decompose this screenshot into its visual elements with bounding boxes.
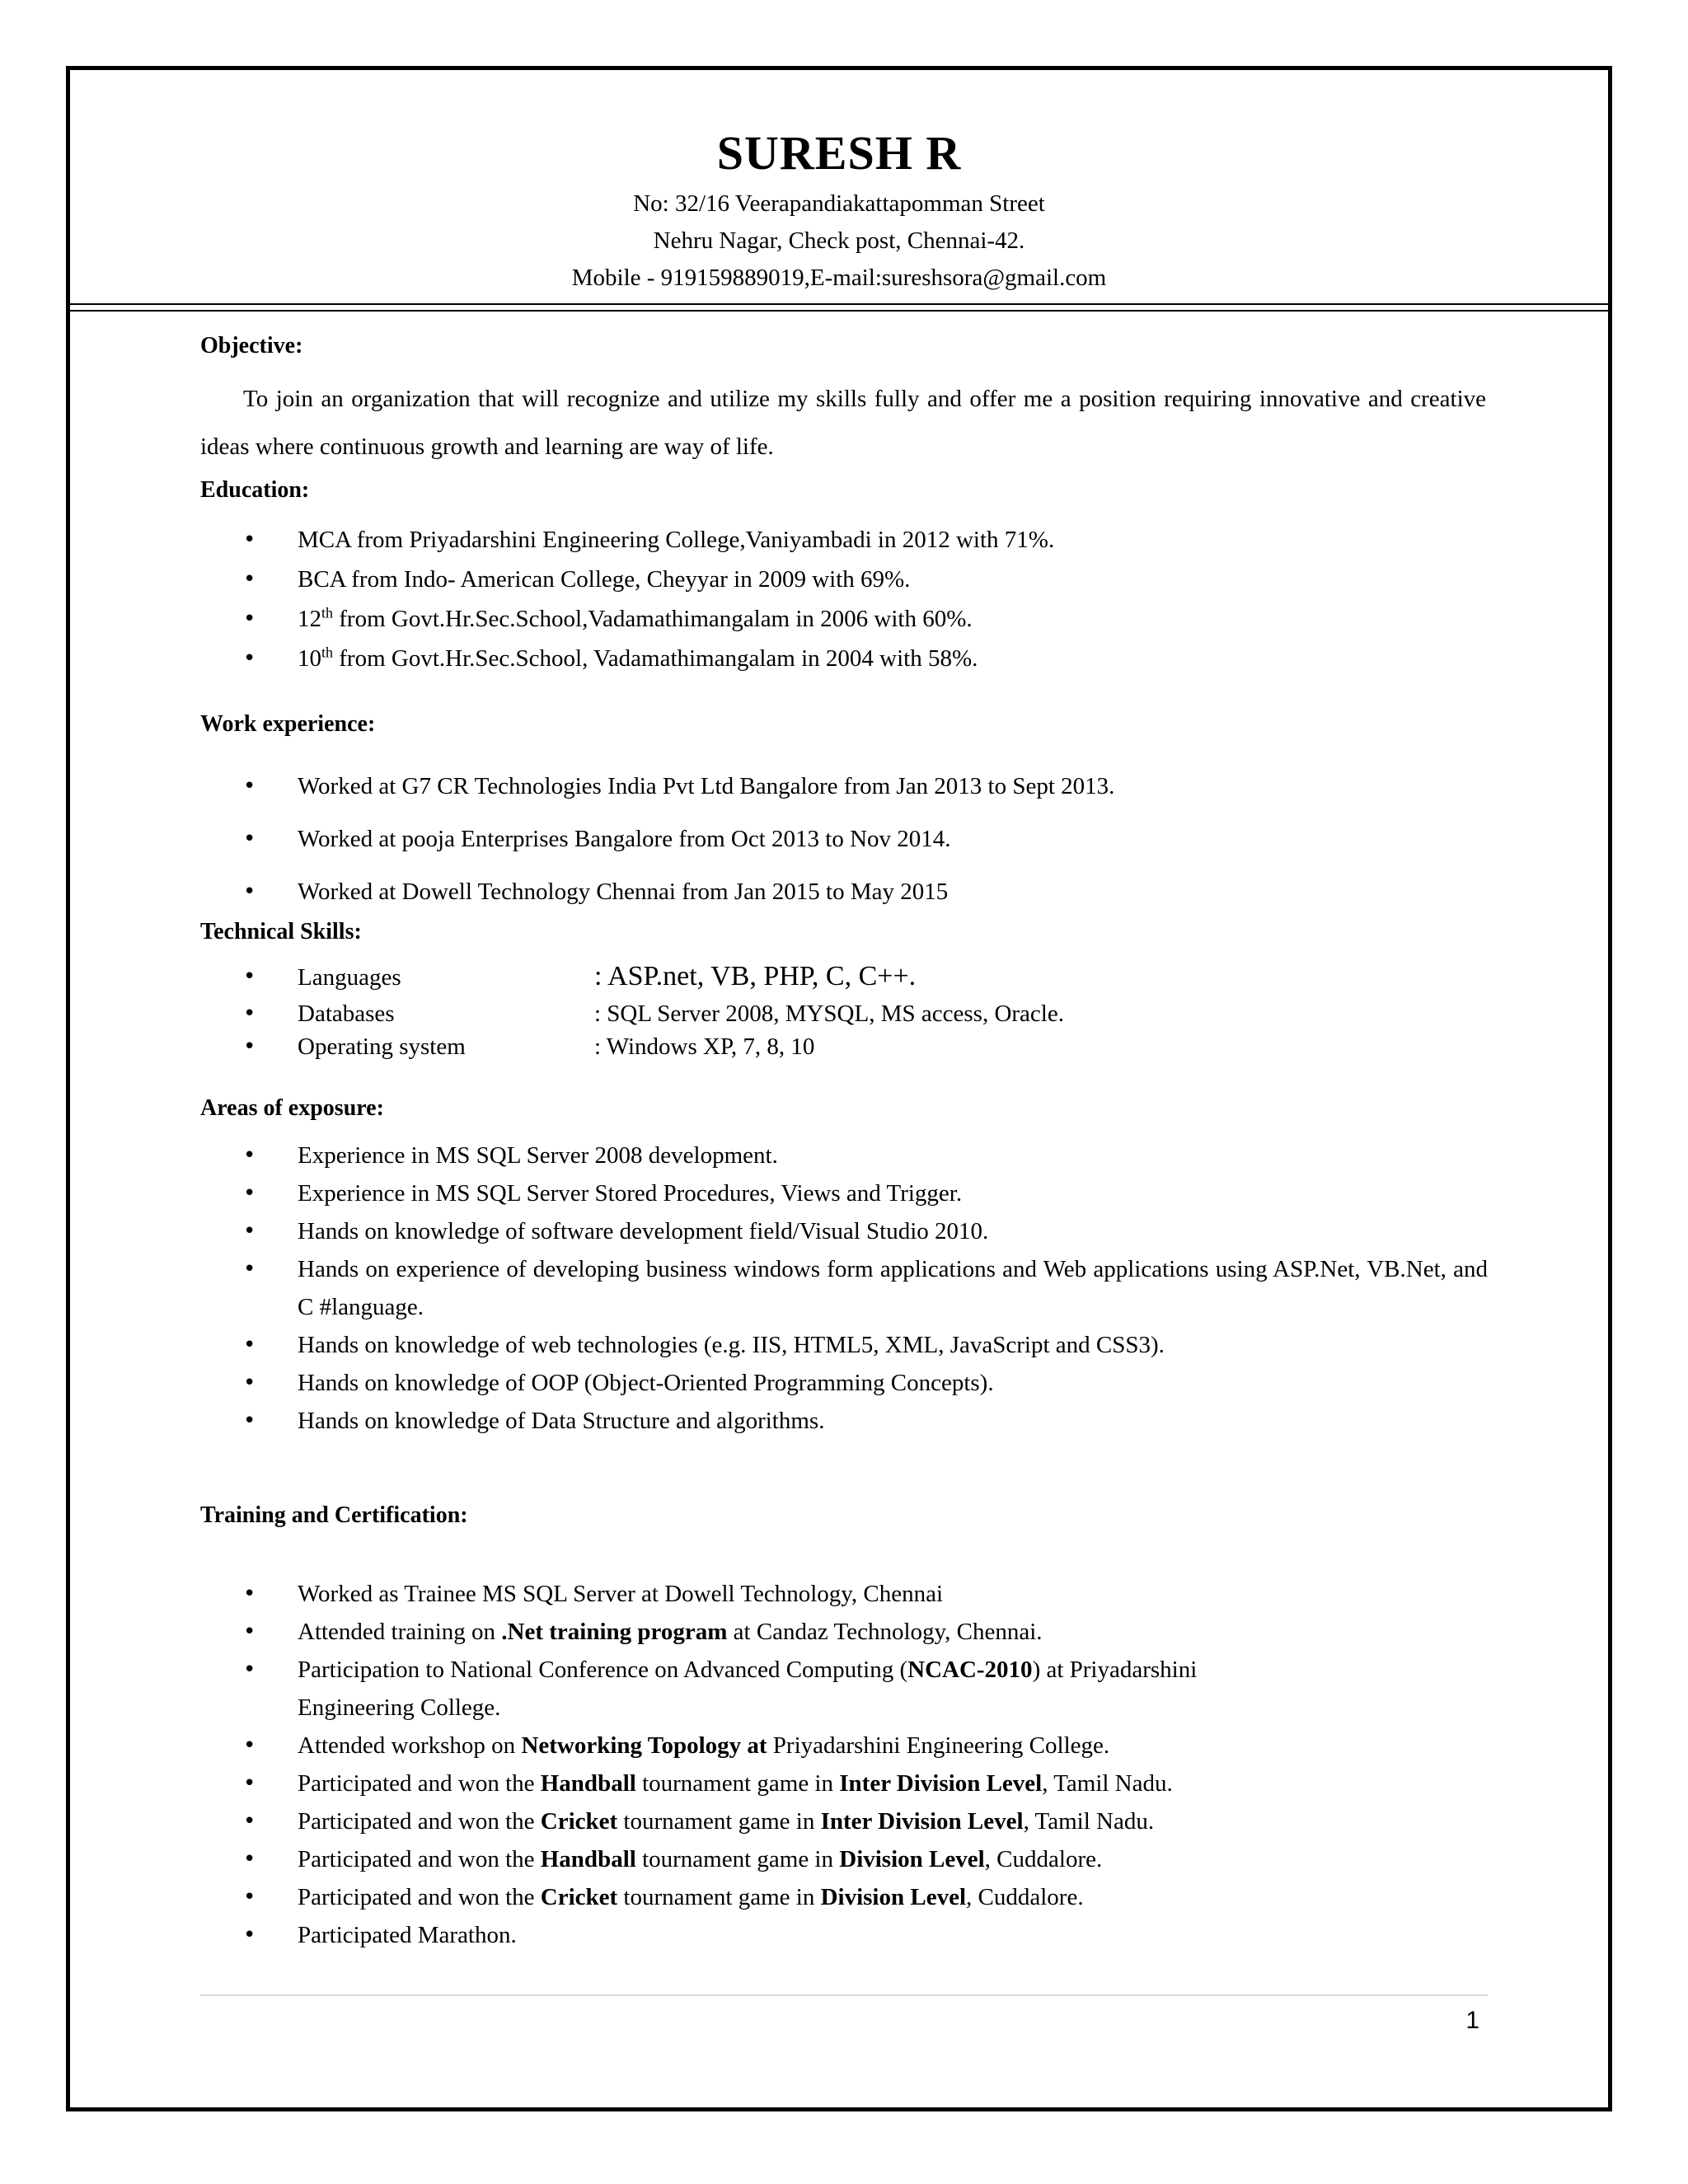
list-item: [200, 997, 1488, 1030]
objective-text-content: To join an organization that will recognize and utilize my skills fully and offer me a position requiring innovative and creative ideas where continuous growth and learning are way of life.: [200, 386, 1486, 460]
work-list: [200, 760, 1488, 918]
list-item: • 12th from Govt.Hr.Sec.School,Vadamathimangalam in 2006 with 60%.: [200, 599, 1488, 639]
candidate-name: SURESH R: [716, 126, 962, 180]
list-item: • Participated and won the Cricket tournament game in Inter Division Level, Tamil Nadu.: [200, 1802, 1488, 1840]
list-item: • Participated and won the Handball tournament game in Inter Division Level, Tamil Nadu.: [200, 1765, 1488, 1802]
list-item: • Attended training on .Net training program at Candaz Technology, Chennai.: [200, 1613, 1488, 1651]
list-item: • Hands on knowledge of software development field/Visual Studio 2010.: [200, 1212, 1488, 1250]
exposure-list: [200, 1137, 1488, 1440]
skill-key: Databases: [298, 1001, 395, 1027]
list-item: • MCA from Priyadarshini Engineering College,Vaniyambadi in 2012 with 71%.: [200, 520, 1488, 560]
objective-heading: Objective:: [200, 333, 303, 359]
address-line-1: No: 32/16 Veerapandiakattapomman Street: [633, 190, 1045, 217]
skill-value: : SQL Server 2008, MYSQL, MS access, Oracle.: [594, 1001, 1064, 1027]
list-item: • Participated and won the Cricket tournament game in Division Level, Cuddalore.: [200, 1878, 1488, 1916]
list-item: • Participated and won the Handball tournament game in Division Level, Cuddalore.: [200, 1840, 1488, 1878]
list-item: [200, 957, 1488, 997]
skill-value: : ASP.net, VB, PHP, C, C++.: [594, 961, 917, 991]
resume-header: [70, 70, 1608, 309]
list-item: • Experience in MS SQL Server Stored Procedures, Views and Trigger.: [200, 1174, 1488, 1212]
list-item: • Hands on knowledge of Data Structure and algorithms.: [200, 1402, 1488, 1440]
objective-text: [200, 375, 1486, 471]
list-item: • Participation to National Conference on Advanced Computing (NCAC-2010) at Priyadarshini Engineering College.: [200, 1651, 1254, 1727]
list-item: • Worked at Dowell Technology Chennai from Jan 2015 to May 2015: [200, 865, 1488, 918]
education-heading: Education:: [200, 477, 310, 503]
header-divider-bottom: [70, 310, 1608, 312]
training-heading: Training and Certification:: [200, 1502, 468, 1528]
list-item: • Worked at G7 CR Technologies India Pvt Ltd Bangalore from Jan 2013 to Sept 2013.: [200, 760, 1488, 813]
skills-list: [200, 957, 1488, 1063]
education-list: [200, 520, 1488, 678]
list-item: • Attended workshop on Networking Topology at Priyadarshini Engineering College.: [200, 1727, 1488, 1765]
list-item: • Participated Marathon.: [200, 1916, 1488, 1954]
exposure-heading: Areas of exposure:: [200, 1095, 384, 1121]
list-item: • 10th from Govt.Hr.Sec.School, Vadamathimangalam in 2004 with 58%.: [200, 639, 1488, 678]
header-divider-top: [70, 303, 1608, 305]
list-item: [200, 1030, 1488, 1063]
list-item: • Worked at pooja Enterprises Bangalore from Oct 2013 to Nov 2014.: [200, 813, 1488, 865]
work-heading: Work experience:: [200, 711, 376, 737]
skills-heading: Technical Skills:: [200, 919, 362, 944]
address-line-2: Nehru Nagar, Check post, Chennai-42.: [653, 227, 1025, 254]
footer-divider: [200, 1994, 1488, 1996]
list-item: • BCA from Indo- American College, Cheyyar in 2009 with 69%.: [200, 560, 1488, 599]
training-list: [200, 1575, 1488, 1954]
list-item: • Hands on knowledge of web technologies (e.g. IIS, HTML5, XML, JavaScript and CSS3).: [200, 1326, 1488, 1364]
skill-key: Languages: [298, 964, 401, 991]
page-number: 1: [1465, 2007, 1479, 2034]
list-item: • Hands on knowledge of OOP (Object-Oriented Programming Concepts).: [200, 1364, 1488, 1402]
contact-line: Mobile - 919159889019,E-mail:sureshsora@gmail.com: [571, 265, 1107, 291]
list-item: • Experience in MS SQL Server 2008 development.: [200, 1137, 1488, 1174]
list-item: • Worked as Trainee MS SQL Server at Dowell Technology, Chennai: [200, 1575, 1488, 1613]
resume-page-frame: [66, 66, 1612, 2111]
list-item: • Hands on experience of developing business windows form applications and Web applications using ASP.Net, VB.Net, and C #language.: [200, 1250, 1488, 1326]
skill-key: Operating system: [298, 1033, 466, 1060]
skill-value: : Windows XP, 7, 8, 10: [594, 1033, 815, 1060]
